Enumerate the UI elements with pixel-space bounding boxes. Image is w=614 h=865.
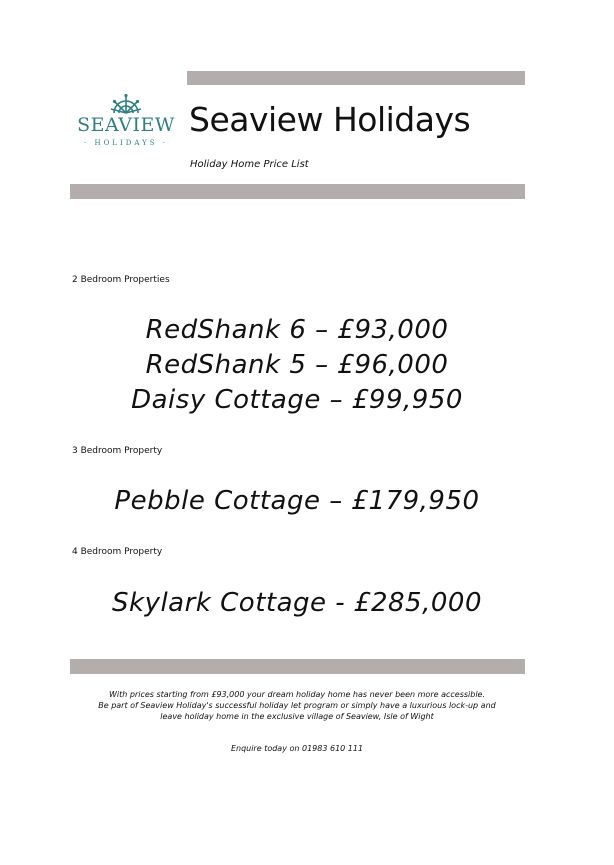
page-title: Seaview Holidays	[189, 100, 471, 139]
section-label-2-bedroom: 2 Bedroom Properties	[72, 275, 170, 285]
header-bottom-bar	[70, 184, 525, 199]
price-item-daisy-cottage: Daisy Cottage – £99,950	[131, 385, 463, 415]
section-label-4-bedroom: 4 Bedroom Property	[72, 547, 163, 557]
section-label-3-bedroom: 3 Bedroom Property	[72, 446, 163, 456]
footer-line: Be part of Seaview Holiday's successful holiday let program or simply have a luxurious lock-up and	[98, 701, 496, 710]
price-item-redshank-5: RedShank 5 – £96,000	[145, 350, 449, 380]
logo-wordmark: SEAVIEW	[77, 114, 175, 136]
seaview-logo	[76, 93, 178, 155]
header-top-bar	[187, 71, 525, 85]
page-subtitle: Holiday Home Price List	[190, 159, 309, 170]
logo-subtext: · HOLIDAYS ·	[84, 139, 168, 147]
footer-description	[60, 689, 534, 722]
footer-bar	[70, 659, 525, 674]
footer-line: leave holiday home in the exclusive village of Seaview, Isle of Wight	[160, 712, 434, 721]
price-item-skylark-cottage: Skylark Cottage - £285,000	[112, 588, 482, 618]
enquire-phone: Enquire today on 01983 610 111	[230, 744, 364, 753]
price-item-redshank-6: RedShank 6 – £93,000	[145, 315, 449, 345]
ship-wheel-icon	[108, 93, 144, 115]
price-item-pebble-cottage: Pebble Cottage – £179,950	[114, 486, 480, 516]
footer-line: With prices starting from £93,000 your dream holiday home has never been more accessible.	[108, 690, 486, 699]
